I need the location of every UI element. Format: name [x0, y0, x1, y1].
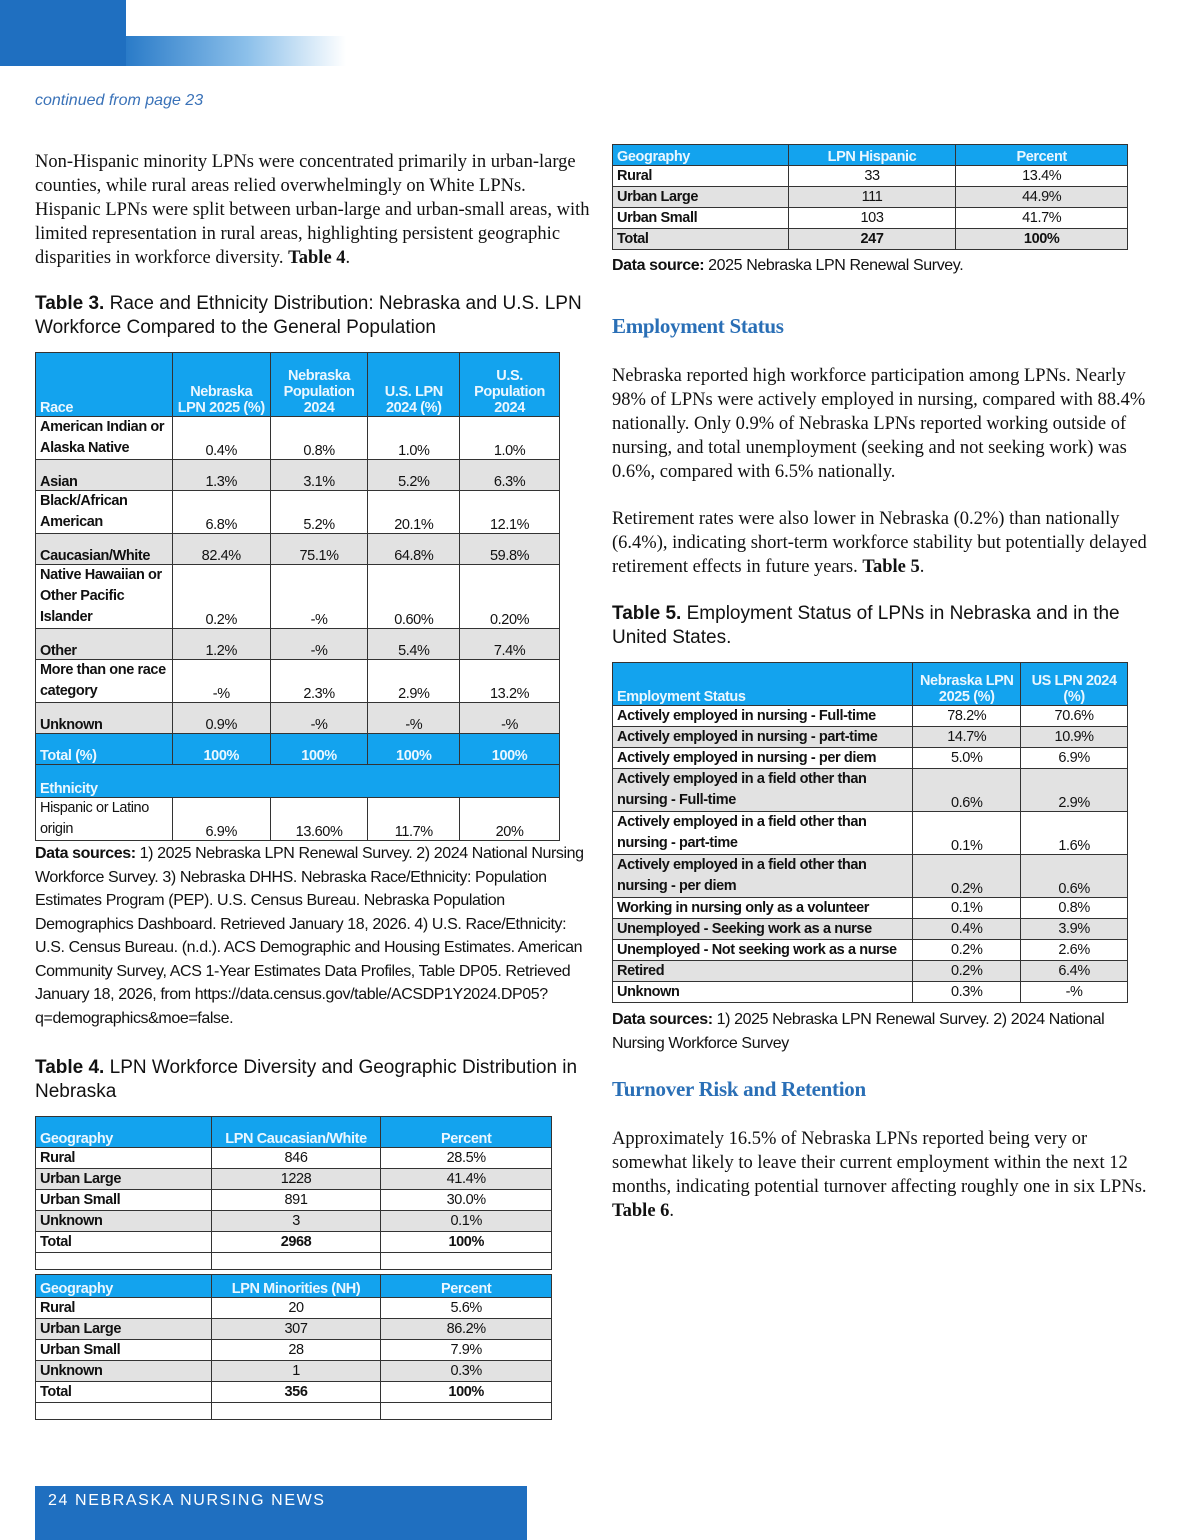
geo-header: Geography	[36, 1117, 212, 1148]
value-cell: 0.60%	[368, 565, 460, 629]
status-label: Unknown	[613, 982, 913, 1003]
t3-header-us-pop: U.S. Population 2024	[460, 353, 560, 417]
count-header: LPN Caucasian/White	[211, 1117, 381, 1148]
table4-minorities-header	[36, 1275, 552, 1298]
status-label: Actively employed in a field other than nursing - part-time	[613, 812, 913, 855]
table5-reference: Table 5	[862, 557, 920, 577]
ne-cell: 14.7%	[913, 727, 1021, 748]
table-row	[36, 1382, 552, 1403]
total-count: 356	[211, 1382, 381, 1403]
table5-caption-text: Employment Status of LPNs in Nebraska and in the United States.	[612, 603, 1120, 648]
total-cell: 100%	[172, 734, 270, 765]
table5-header-row	[613, 663, 1128, 706]
value-cell: 6.9%	[172, 798, 270, 841]
ne-cell: 5.0%	[913, 748, 1021, 769]
turnover-paragraph: Approximately 16.5% of Nebraska LPNs reported being very or somewhat likely to leave their current employment within the next 12 months, indicating potential turnover affecting roughly one in six LPNs. Table 6.	[612, 1129, 1147, 1221]
value-cell: 12.1%	[460, 491, 560, 534]
status-header: Employment Status	[613, 663, 913, 706]
table4-source	[612, 254, 1172, 278]
geo-label: Urban Small	[36, 1190, 212, 1211]
percent-cell: 44.9%	[956, 187, 1128, 208]
table4-white-header	[36, 1117, 552, 1148]
race-label: Asian	[36, 460, 173, 491]
table3-header-row	[36, 353, 560, 417]
value-cell: 1.2%	[172, 629, 270, 660]
table-row	[36, 660, 560, 703]
table4-hispanic-header	[613, 145, 1128, 166]
value-cell: 59.8%	[460, 534, 560, 565]
us-cell: -%	[1021, 982, 1128, 1003]
employment-paragraph-2: Retirement rates were also lower in Nebraska (0.2%) than nationally (6.4%), indicating short-term workforce stability but potentially delayed retirement effects in future years. Table 5.	[612, 509, 1147, 577]
us-cell: 0.8%	[1021, 898, 1128, 919]
value-cell: 1.0%	[460, 417, 560, 460]
table-row	[613, 208, 1128, 229]
value-cell: 1.3%	[172, 460, 270, 491]
geo-label: Urban Large	[36, 1169, 212, 1190]
value-cell: -%	[368, 703, 460, 734]
value-cell: -%	[270, 565, 368, 629]
value-cell: 5.2%	[270, 491, 368, 534]
table-row	[613, 187, 1128, 208]
geo-label: Unknown	[36, 1361, 212, 1382]
turnover-text: Approximately 16.5% of Nebraska LPNs reported being very or somewhat likely to leave their current employment within the next 12 months, indicating potential turnover affecting roughly one in six LPNs.	[612, 1129, 1147, 1197]
table3-total-row	[36, 734, 560, 765]
table-row	[36, 798, 560, 841]
value-cell: 0.8%	[270, 417, 368, 460]
geo-label: Rural	[36, 1148, 212, 1169]
status-label: Working in nursing only as a volunteer	[613, 898, 913, 919]
race-label: More than one race category	[36, 660, 173, 703]
table3-source	[35, 842, 585, 1030]
status-label: Retired	[613, 961, 913, 982]
count-cell: 111	[788, 187, 956, 208]
status-label: Actively employed in a field other than nursing - Full-time	[613, 769, 913, 812]
us-cell: 6.9%	[1021, 748, 1128, 769]
intro-text: Non-Hispanic minority LPNs were concentrated primarily in urban-large counties, while rural areas relied overwhelmingly on White LPNs. Hispanic LPNs were split between urban-large and urban-small areas, with limited representation in rural areas, highlighting persistent geographic disparities in workforce diversity.	[35, 152, 590, 268]
ne-cell: 0.4%	[913, 919, 1021, 940]
status-label: Actively employed in a field other than nursing - per diem	[613, 855, 913, 898]
us-header: US LPN 2024 (%)	[1021, 663, 1128, 706]
total-label: Total	[613, 229, 789, 250]
table-row	[36, 1211, 552, 1232]
table5-source	[612, 1008, 1132, 1055]
geo-label: Rural	[36, 1298, 212, 1319]
table6-reference: Table 6	[612, 1201, 670, 1221]
value-cell: -%	[172, 660, 270, 703]
ne-cell: 0.2%	[913, 940, 1021, 961]
value-cell: 13.60%	[270, 798, 368, 841]
table-row	[613, 855, 1128, 898]
value-cell: 0.20%	[460, 565, 560, 629]
value-cell: -%	[270, 629, 368, 660]
status-label: Actively employed in nursing - part-time	[613, 727, 913, 748]
table4-reference: Table 4	[288, 248, 346, 268]
table3-source-text: 1) 2025 Nebraska LPN Renewal Survey. 2) 2024 National Nursing Workforce Survey. 3) Nebraska DHHS. Nebraska Race/Ethnicity: Population Estimates Program (PEP). U.S. Census Bureau. Nebraska Population Demographics Dashboard. Retrieved January 18, 2026. 4) U.S. Race/Ethnicity: U.S. Census Bureau. (n.d.). ACS Demographic and Housing Estimates. American Community Survey, ACS 1-Year Estimates Data Profiles, Table DP05. Retrieved January 18, 2026, from https://data.census.gov/table/ACSDP1Y2024.DP05?q=demographics&moe=false.	[35, 845, 584, 1027]
footer-bar	[35, 1486, 527, 1540]
table-row	[36, 629, 560, 660]
continued-note: continued from page 23	[35, 92, 204, 109]
percent-cell: 28.5%	[381, 1148, 552, 1169]
table3-caption-text: Race and Ethnicity Distribution: Nebraska and U.S. LPN Workforce Compared to the General Population	[35, 293, 582, 338]
table5-caption-label: Table 5.	[612, 603, 682, 624]
table-row	[36, 491, 560, 534]
table-row	[613, 229, 1128, 250]
table-row	[36, 1298, 552, 1319]
count-cell: 891	[211, 1190, 381, 1211]
t3-header-us-lpn: U.S. LPN 2024 (%)	[368, 353, 460, 417]
value-cell: 82.4%	[172, 534, 270, 565]
ne-cell: 78.2%	[913, 706, 1021, 727]
value-cell: 6.8%	[172, 491, 270, 534]
total-label: Total (%)	[36, 734, 173, 765]
table3	[35, 352, 560, 841]
employment-paragraph-1: Nebraska reported high workforce participation among LPNs. Nearly 98% of LPNs were actively employed in nursing, compared with 88.4% nationally. Only 0.9% of Nebraska LPNs reported working outside of nursing, and total unemployment (seeking and not seeking work) was 0.6%, compared with 6.5% nationally.	[612, 366, 1146, 482]
ne-cell: 0.6%	[913, 769, 1021, 812]
employment-p2-text: Retirement rates were also lower in Nebraska (0.2%) than nationally (6.4%), indicating short-term workforce stability but potentially delayed retirement effects in future years.	[612, 509, 1147, 577]
geo-label: Urban Small	[613, 208, 789, 229]
ne-cell: 0.2%	[913, 855, 1021, 898]
header-gradient	[126, 36, 346, 66]
table4-caption	[35, 1056, 595, 1104]
value-cell: 75.1%	[270, 534, 368, 565]
table4-source-text: 2025 Nebraska LPN Renewal Survey.	[708, 257, 964, 274]
total-cell: 100%	[270, 734, 368, 765]
status-label: Actively employed in nursing - Full-time	[613, 706, 913, 727]
value-cell: 2.9%	[368, 660, 460, 703]
percent-cell: 41.7%	[956, 208, 1128, 229]
table3-caption	[35, 292, 595, 340]
value-cell: 1.0%	[368, 417, 460, 460]
table-row	[36, 1148, 552, 1169]
table-row	[36, 1190, 552, 1211]
count-cell: 846	[211, 1148, 381, 1169]
table3-caption-label: Table 3.	[35, 293, 105, 314]
value-cell: 0.4%	[172, 417, 270, 460]
value-cell: 5.2%	[368, 460, 460, 491]
blank-row	[36, 1403, 552, 1420]
total-cell: 100%	[368, 734, 460, 765]
count-cell: 1	[211, 1361, 381, 1382]
table-row	[613, 940, 1128, 961]
footer-text: 24 NEBRASKA NURSING NEWS	[48, 1492, 326, 1509]
value-cell: -%	[460, 703, 560, 734]
percent-cell: 13.4%	[956, 166, 1128, 187]
geo-label: Urban Large	[36, 1319, 212, 1340]
status-label: Unemployed - Not seeking work as a nurse	[613, 940, 913, 961]
percent-cell: 5.6%	[381, 1298, 552, 1319]
t3-header-ne-lpn: Nebraska LPN 2025 (%)	[172, 353, 270, 417]
ne-cell: 0.3%	[913, 982, 1021, 1003]
ne-cell: 0.1%	[913, 812, 1021, 855]
total-label: Total	[36, 1232, 212, 1253]
table5-caption	[612, 602, 1157, 650]
table-row	[36, 1319, 552, 1340]
t3-header-race: Race	[36, 353, 173, 417]
table4-caption-text: LPN Workforce Diversity and Geographic Distribution in Nebraska	[35, 1057, 578, 1102]
count-cell: 28	[211, 1340, 381, 1361]
value-cell: 0.2%	[172, 565, 270, 629]
total-cell: 100%	[460, 734, 560, 765]
table3-source-label: Data sources:	[35, 845, 136, 862]
total-percent: 100%	[956, 229, 1128, 250]
us-cell: 10.9%	[1021, 727, 1128, 748]
total-count: 2968	[211, 1232, 381, 1253]
table3-ethnicity-row	[36, 765, 560, 798]
count-header: LPN Minorities (NH)	[211, 1275, 381, 1298]
table4-minorities	[35, 1274, 552, 1420]
total-percent: 100%	[381, 1232, 552, 1253]
race-label: American Indian or Alaska Native	[36, 417, 173, 460]
total-label: Total	[36, 1382, 212, 1403]
table-row	[613, 982, 1128, 1003]
table-row	[613, 961, 1128, 982]
us-cell: 1.6%	[1021, 812, 1128, 855]
table-row	[613, 898, 1128, 919]
table-row	[613, 166, 1128, 187]
us-cell: 2.6%	[1021, 940, 1128, 961]
table-row	[613, 727, 1128, 748]
value-cell: 5.4%	[368, 629, 460, 660]
value-cell: 2.3%	[270, 660, 368, 703]
table-row	[613, 812, 1128, 855]
geo-header: Geography	[36, 1275, 212, 1298]
race-label: Native Hawaiian or Other Pacific Islander	[36, 565, 173, 629]
table-row	[36, 1169, 552, 1190]
table5-source-text: 1) 2025 Nebraska LPN Renewal Survey. 2) 2024 National Nursing Workforce Survey	[612, 1011, 1105, 1052]
value-cell: 11.7%	[368, 798, 460, 841]
table4-source-label: Data source:	[612, 257, 705, 274]
race-label: Black/African American	[36, 491, 173, 534]
ne-cell: 0.1%	[913, 898, 1021, 919]
ne-cell: 0.2%	[913, 961, 1021, 982]
ne-header: Nebraska LPN 2025 (%)	[913, 663, 1021, 706]
count-cell: 307	[211, 1319, 381, 1340]
us-cell: 3.9%	[1021, 919, 1128, 940]
count-cell: 33	[788, 166, 956, 187]
value-cell: 20%	[460, 798, 560, 841]
percent-cell: 30.0%	[381, 1190, 552, 1211]
percent-cell: 41.4%	[381, 1169, 552, 1190]
value-cell: 7.4%	[460, 629, 560, 660]
geo-label: Urban Small	[36, 1340, 212, 1361]
table-row	[613, 748, 1128, 769]
count-header: LPN Hispanic	[788, 145, 956, 166]
table-row	[36, 1232, 552, 1253]
table-row	[36, 534, 560, 565]
geo-header: Geography	[613, 145, 789, 166]
table4-caption-label: Table 4.	[35, 1057, 105, 1078]
table-row	[36, 1361, 552, 1382]
total-count: 247	[788, 229, 956, 250]
table5	[612, 662, 1128, 1003]
geo-label: Urban Large	[613, 187, 789, 208]
intro-paragraph: Non-Hispanic minority LPNs were concentrated primarily in urban-large counties, while rural areas relied overwhelmingly on White LPNs. Hispanic LPNs were split between urban-large and urban-small areas, with limited representation in rural areas, highlighting persistent geographic disparities in workforce diversity. Table 4.	[35, 152, 590, 268]
turnover-heading: Turnover Risk and Retention	[612, 1077, 866, 1101]
percent-cell: 86.2%	[381, 1319, 552, 1340]
value-cell: 64.8%	[368, 534, 460, 565]
count-cell: 20	[211, 1298, 381, 1319]
table-row	[613, 919, 1128, 940]
race-label: Other	[36, 629, 173, 660]
status-label: Unemployed - Seeking work as a nurse	[613, 919, 913, 940]
race-label: Caucasian/White	[36, 534, 173, 565]
race-label: Unknown	[36, 703, 173, 734]
ethnicity-label: Ethnicity	[36, 765, 560, 798]
header-band	[0, 36, 126, 66]
count-cell: 103	[788, 208, 956, 229]
employment-heading: Employment Status	[612, 314, 784, 338]
percent-cell: 7.9%	[381, 1340, 552, 1361]
table4-white	[35, 1116, 552, 1270]
blank-row	[36, 1253, 552, 1270]
percent-header: Percent	[381, 1117, 552, 1148]
table-row	[613, 706, 1128, 727]
table4-hispanic	[612, 144, 1128, 250]
table-row	[36, 1340, 552, 1361]
value-cell: 6.3%	[460, 460, 560, 491]
geo-label: Unknown	[36, 1211, 212, 1232]
value-cell: -%	[270, 703, 368, 734]
percent-header: Percent	[956, 145, 1128, 166]
total-percent: 100%	[381, 1382, 552, 1403]
percent-cell: 0.1%	[381, 1211, 552, 1232]
table-row	[36, 565, 560, 629]
table5-source-label: Data sources:	[612, 1011, 713, 1028]
percent-header: Percent	[381, 1275, 552, 1298]
us-cell: 6.4%	[1021, 961, 1128, 982]
count-cell: 1228	[211, 1169, 381, 1190]
status-label: Actively employed in nursing - per diem	[613, 748, 913, 769]
ethnicity-row-label: Hispanic or Latino origin	[36, 798, 173, 841]
us-cell: 2.9%	[1021, 769, 1128, 812]
us-cell: 70.6%	[1021, 706, 1128, 727]
table-row	[36, 460, 560, 491]
value-cell: 13.2%	[460, 660, 560, 703]
geo-label: Rural	[613, 166, 789, 187]
percent-cell: 0.3%	[381, 1361, 552, 1382]
table-row	[36, 417, 560, 460]
value-cell: 0.9%	[172, 703, 270, 734]
count-cell: 3	[211, 1211, 381, 1232]
us-cell: 0.6%	[1021, 855, 1128, 898]
t3-header-ne-pop: Nebraska Population 2024	[270, 353, 368, 417]
value-cell: 3.1%	[270, 460, 368, 491]
table-row	[613, 769, 1128, 812]
value-cell: 20.1%	[368, 491, 460, 534]
table-row	[36, 703, 560, 734]
